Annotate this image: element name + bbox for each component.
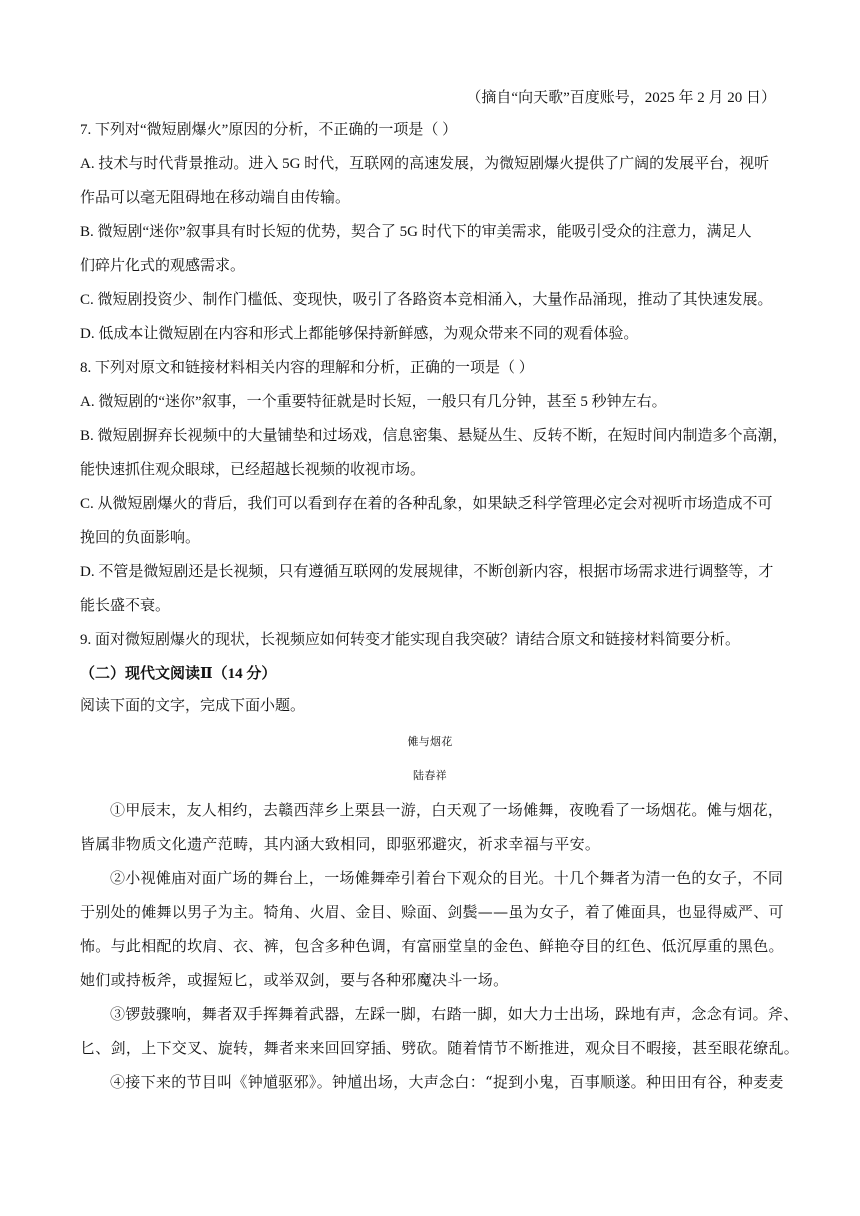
question-7-option-c: C. 微短剧投资少、制作门槛低、变现快，吸引了各路资本竞相涌入，大量作品涌现，推动了其快速发展。 [80, 292, 773, 308]
question-9-stem: 9. 面对微短剧爆火的现状，长视频应如何转变才能实现自我突破？请结合原文和链接材料简要分析。 [80, 632, 741, 648]
article-p4-line1: ④接下来的节目叫《钟馗驱邪》。钟馗出场，大声念白：“捉到小鬼，百事顺遂。种田田有谷，种麦麦 [110, 1073, 784, 1091]
article-title: 傩与烟花 [407, 735, 453, 748]
question-7-option-a-line1: A. 技术与时代背景推动。进入 5G 时代，互联网的高速发展，为微短剧爆火提供了广阔的发展平台，视听 [80, 156, 770, 172]
question-8-option-a: A. 微短剧的“迷你”叙事，一个重要特征就是时长短，一般只有几分钟，甚至 5 秒钟左右。 [80, 394, 667, 410]
article-p1-line2: 皆属非物质文化遗产范畴，其内涵大致相同，即驱邪避灾，祈求幸福与平安。 [80, 835, 601, 853]
section-instruction: 阅读下面的文字，完成下面小题。 [80, 698, 306, 714]
question-7-option-d: D. 低成本让微短剧在内容和形式上都能够保持新鲜感，为观众带来不同的观看体验。 [80, 326, 639, 342]
article-p1-line1: ①甲辰末，友人相约，去赣西萍乡上栗县一游，白天观了一场傩舞，夜晚看了一场烟花。傩与烟花， [110, 801, 784, 819]
question-7-option-b-line1: B. 微短剧“迷你”叙事具有时长短的优势，契合了 5G 时代下的审美需求，能吸引受众的注意力，满足人 [80, 224, 752, 240]
question-8-option-d-line2: 能长盛不衰。 [80, 598, 171, 614]
question-8-option-c-line2: 挽回的负面影响。 [80, 530, 201, 546]
question-7-option-b-line2: 们碎片化式的观感需求。 [80, 258, 246, 274]
section-heading: （二）现代文阅读Ⅱ（14 分） [80, 666, 277, 682]
article-author: 陆春祥 [413, 769, 447, 782]
question-8-option-b-line2: 能快速抓住观众眼球，已经超越长视频的收视市场。 [80, 462, 426, 478]
question-7-stem: 7. 下列对“微短剧爆火”原因的分析，不正确的一项是（ ） [80, 122, 458, 138]
question-8-stem: 8. 下列对原文和链接材料相关内容的理解和分析，正确的一项是（ ） [80, 360, 534, 376]
article-p2-line4: 她们或持板斧，或握短匕，或举双剑，要与各种邪魔决斗一场。 [80, 971, 509, 989]
question-7-option-a-line2: 作品可以毫无阻碍地在移动端自由传输。 [80, 190, 351, 206]
article-p2-line1: ②小视傩庙对面广场的舞台上，一场傩舞牵引着台下观众的目光。十几个舞者为清一色的女子，不同 [110, 869, 784, 887]
article-p2-line3: 怖。与此相配的坎肩、衣、裤，包含多种色调，有富丽堂皇的金色、鲜艳夺目的红色、低沉厚重的黑色。 [80, 937, 784, 955]
question-8-option-c-line1: C. 从微短剧爆火的背后，我们可以看到存在着的各种乱象，如果缺乏科学管理必定会对视听市场造成不可 [80, 496, 773, 512]
source-note: （摘自“向天歌”百度账号，2025 年 2 月 20 日） [466, 90, 776, 106]
question-8-option-b-line1: B. 微短剧摒弃长视频中的大量铺垫和过场戏，信息密集、悬疑丛生、反转不断，在短时间内制造多个高潮， [80, 428, 788, 444]
question-8-option-d-line1: D. 不管是微短剧还是长视频，只有遵循互联网的发展规律，不断创新内容，根据市场需求进行调整等，才 [80, 564, 774, 580]
article-p2-line2: 于别处的傩舞以男子为主。犄角、火眉、金目、赊面、剑鬓——虽为女子，着了傩面具，也显得威严、可 [80, 903, 784, 921]
article-p3-line2: 匕、剑，上下交叉、旋转，舞者来来回回穿插、劈砍。随着情节不断推进，观众目不暇接，甚至眼花缭乱。 [80, 1039, 800, 1057]
article-p3-line1: ③锣鼓骤响，舞者双手挥舞着武器，左踩一脚，右踏一脚，如大力士出场，跺地有声，念念有词。斧、 [110, 1005, 799, 1023]
